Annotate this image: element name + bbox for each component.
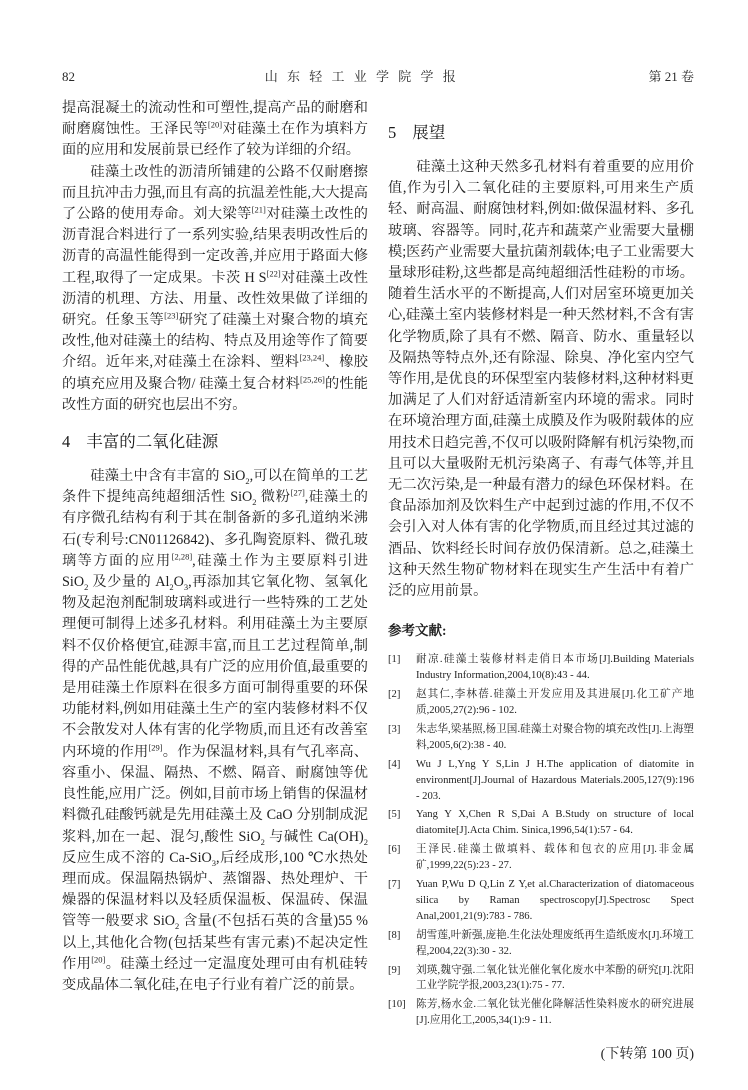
- reference-text: Yuan P,Wu D Q,Lin Z Y,et al.Characterization of diatomaceous silica by Raman spectroscopy[J].Spectrosc Spect Anal,2001,21(9):783 - 786.: [416, 879, 694, 922]
- text-columns: [62, 98, 694, 1063]
- references-list: [388, 652, 694, 1029]
- journal-title: 山 东 轻 工 业 学 院 学 报: [264, 69, 459, 84]
- reference-item: [388, 842, 694, 874]
- text-run: ,硅藻土作为主要原料引进 SiO: [62, 552, 368, 591]
- citation-superscript: [23,24]: [299, 352, 325, 363]
- reference-text: Wu J L,Yng Y S,Lin J H.The application of diatomite in environment[J].Journal of Hazardous Materials.2005,127(9):196 - 203.: [416, 758, 694, 802]
- text-run: 硅藻土改性的沥清所铺建的公路不仅耐磨擦而且抗冲击力强,而且有高的抗温差性能,大大提高了公路的使用寿命。刘大梁等: [62, 163, 368, 223]
- citation-superscript: [25,26]: [300, 373, 325, 384]
- text-run: 及少量的 Al: [88, 574, 170, 591]
- left-column: [62, 98, 368, 1063]
- citation-superscript: [20]: [207, 119, 223, 130]
- reference-label: [8]: [388, 929, 401, 941]
- body-paragraph: [62, 98, 368, 162]
- reference-label: [1]: [388, 654, 401, 666]
- chemical-subscript: 3: [211, 857, 217, 868]
- citation-superscript: [22]: [266, 267, 281, 278]
- text-run: 含量(不包括石英的含量)55 %以上,其他化合物(包括某些有害元素)不起决定性作用: [62, 913, 368, 972]
- reference-text: 刘瑛,魏守强.二氧化钛光催化氧化废水中苯酚的研究[J].沈阳工业学院学报,2003,23(1):75 - 77.: [416, 964, 694, 992]
- citation-superscript: [20]: [91, 953, 106, 964]
- reference-label: [7]: [388, 879, 401, 891]
- text-run: 对硅藻土改性沥清的机理、方法、用量、改性效果做了详细的研究。任象玉等: [62, 269, 368, 329]
- chemical-subscript: 2: [169, 581, 174, 592]
- reference-item: [388, 997, 694, 1029]
- chemical-subscript: 2: [84, 581, 89, 592]
- text-run: 、橡胶的填充应用及聚合物/ 硅藻土复合材料: [62, 354, 368, 392]
- reference-item: [388, 963, 694, 995]
- body-paragraph: [62, 162, 368, 416]
- text-run: 对硅藻土改性的沥青混合料进行了一系列实验,结果表明改性后的沥青的高温性能得到一定改善,并应用于路面大修工程,取得了一定成果。卡茨 H S: [62, 206, 368, 286]
- citation-superscript: [27]: [290, 487, 305, 498]
- chemical-subscript: 2: [260, 836, 265, 847]
- reference-label: [3]: [388, 723, 401, 735]
- body-paragraph: [388, 157, 694, 602]
- chemical-subscript: 2: [363, 836, 368, 847]
- reference-label: [2]: [388, 689, 401, 701]
- text-run: 硅藻土中含有丰富的 SiO: [90, 468, 246, 485]
- citation-superscript: [21]: [251, 204, 266, 215]
- text-run: ,后经成形,100 ℃水热处理而成。保温隔热锅炉、蒸馏器、热处理炉、干燥器的保温材料以及轻质保温板、保温砖、保温管等一般要求 SiO: [62, 849, 368, 930]
- page-number: 82: [62, 69, 75, 84]
- chemical-subscript: 3: [183, 581, 189, 592]
- text-run: 硅藻土这种天然多孔材料有着重要的应用价值,作为引入二氧化硅的主要原料,可用来生产质轻、耐高温、耐腐蚀材料,例如:做保温材料、多孔玻璃、容器等。同时,花卉和蔬菜产业需要大量棚模;医药产业需要大量抗菌剂载体;电子工业需要大量球形硅粉,这些都是高纯超细活性硅粉的市场。随着生活水平的不断提高,人们对居室环境更加关心,硅藻土室内装修材料是一种天然材料,不含有害化学物质,除了具有不燃、隔音、防水、重量轻以及隔热等特点外,还有除湿、除臭、净化室内空气等作用,是优良的环保型室内装修材料,这种材料更加满足了人们对舒适清新室内环境的需求。同时在环境治理方面,硅藻土成膜及作为吸附载体的应用技术日趋完善,不仅可以吸附降解有机污染物,而且可以大量吸附无机污染离子、有毒气体等,并且无二次污染,是一种最有潜力的绿色环保材料。在食品添加剂及饮料生产中起到过滤的作用,不仅不会引入对人体有害的化学物质,而且经过其过滤的酒品、饮料经长时间存放仍保清新。总之,硅藻土这种天然生物矿物材料在现实生产生活中有着广泛的应用前景。: [388, 159, 694, 600]
- page-header: [62, 66, 694, 85]
- reference-item: [388, 877, 694, 925]
- reference-text: 胡雪莲,叶新强,庞艳.生化法处理废纸再生造纸废水[J].环境工程,2004,22(3):30 - 32.: [416, 929, 694, 957]
- reference-text: 王泽民.硅藻土做填料、载体和包衣的应用[J].非金属矿,1999,22(5):23 - 27.: [416, 844, 694, 872]
- text-run: 微粉: [256, 489, 291, 506]
- citation-superscript: [29]: [148, 741, 163, 752]
- text-run: O: [173, 574, 184, 591]
- reference-text: Yang Y X,Chen R S,Dai A B.Study on structure of local diatomite[J].Acta Chim. Sinica,1996,54(1):57 - 64.: [416, 809, 694, 837]
- citation-superscript: [2,28]: [171, 551, 193, 562]
- reference-item: [388, 807, 694, 839]
- text-run: 与碱性 Ca(OH): [264, 828, 364, 845]
- reference-item: [388, 757, 694, 805]
- section-heading: [62, 431, 368, 453]
- section-title: 丰富的二氧化硅源: [86, 432, 219, 452]
- text-run: 研究了硅藻土对聚合物的填充改性,他对硅藻土的结构、特点及用途等作了简要介绍。近年来,对硅藻土在涂料、塑料: [62, 312, 368, 371]
- text-run: ,再添加其它氧化物、氢氧化物及起泡剂配制玻璃料或进行一些特殊的工艺处理便可制得上述多孔材料。利用硅藻土为主要原料不仅价格便宜,硅源丰富,而且工艺过程简单,制得的产品性能优越,具有广泛的应用价值,最重要的是用硅藻土作原料在很多方面可制得重要的环保功能材料,例如用硅藻土生产的室内装修材料不仅不会散发对人体有害的化学物质,而且还有改善室内环境的作用: [62, 574, 368, 760]
- reference-label: [9]: [388, 964, 401, 976]
- text-run: 。作为保温材料,具有气孔率高、容重小、保温、隔热、不燃、隔音、耐腐蚀等优良性能,应用广泛。例如,目前市场上销售的保温材料微孔硅酸钙就是先用硅藻土及 CaO 分别制成泥浆料,加在一起、混匀,酸性 SiO: [62, 743, 368, 845]
- chemical-subscript: 2: [175, 921, 180, 932]
- body-paragraph: [62, 466, 368, 996]
- references-heading: 参考文献:: [388, 623, 447, 639]
- text-run: 对硅藻土在作为填料方面的应用和发展前景已经作了较为详细的介绍。: [62, 121, 368, 159]
- section-number: 5: [388, 123, 397, 142]
- reference-item: [388, 652, 694, 684]
- reference-text: 赵其仁,李林蓓.硅藻土开发应用及其进展[J].化工矿产地质,2005,27(2):96 - 102.: [416, 689, 694, 716]
- reference-item: [388, 687, 694, 719]
- reference-item: [388, 928, 694, 960]
- reference-label: [6]: [388, 844, 401, 856]
- text-run: 。硅藻土经过一定温度处理可由有机硅转变成晶体二氧化硅,在电子行业有着广泛的前景。: [62, 955, 368, 993]
- volume-label: 第 21 卷: [648, 69, 694, 84]
- text-run: ,硅藻土的有序微孔结构有利于其在制备新的多孔道纳米沸石(专利号:CN01126842)、多孔陶瓷原料、微孔玻璃等方面的应用: [62, 489, 368, 569]
- reference-item: [388, 722, 694, 754]
- text-run: 反应生成不溶的 Ca-SiO: [62, 849, 212, 866]
- text-run: 的性能改性方面的研究也层出不穷。: [62, 375, 368, 413]
- chemical-subscript: 2: [245, 475, 250, 486]
- right-column: [388, 98, 694, 1063]
- chemical-subscript: 2: [252, 497, 257, 508]
- text-run: ,可以在简单的工艺条件下提纯高纯超细活性 SiO: [62, 468, 368, 506]
- section-heading: [388, 122, 694, 144]
- continued-note: (下转第 100 页): [600, 1047, 694, 1063]
- reference-label: [5]: [388, 809, 401, 821]
- reference-text: 耐凉.硅藻土装修材料走俏日本市场[J].Building Materials Industry Information,2004,10(8):43 - 44.: [416, 654, 694, 682]
- reference-label: [4]: [388, 758, 401, 770]
- reference-text: 陈芳,杨水金.二氧化钛光催化降解活性染料废水的研究进展[J].应用化工,2005,34(1):9 - 11.: [416, 999, 694, 1027]
- reference-label: [10]: [388, 999, 406, 1011]
- reference-text: 朱志华,梁基照,杨卫国.硅藻土对聚合物的填充改性[J].上海塑料,2005,6(2):38 - 40.: [416, 723, 694, 751]
- section-title: 展望: [412, 123, 446, 142]
- section-number: 4: [62, 432, 71, 452]
- citation-superscript: [23]: [164, 310, 179, 321]
- text-run: 提高混凝土的流动性和可塑性,提高产品的耐磨和耐磨腐蚀性。王泽民等: [62, 100, 368, 138]
